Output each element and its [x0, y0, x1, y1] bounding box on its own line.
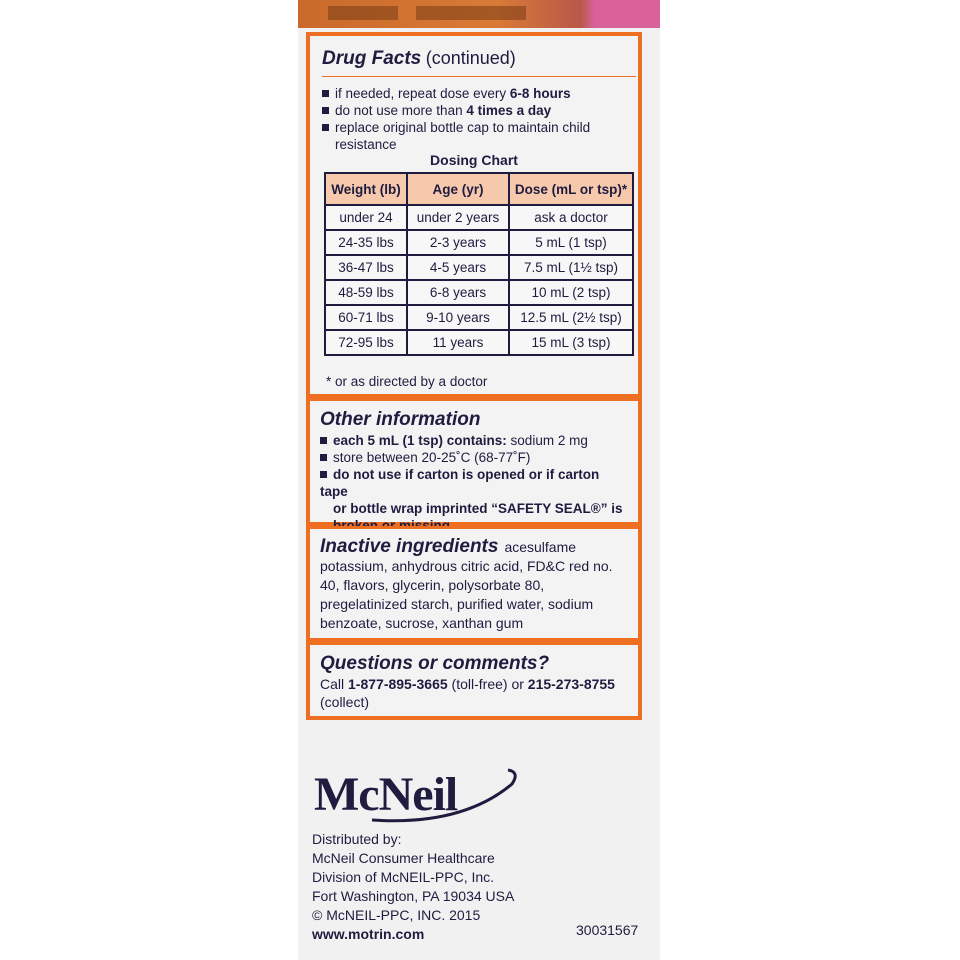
website-link[interactable]: www.motrin.com — [312, 926, 425, 942]
dist-line: McNeil Consumer Healthcare — [312, 850, 495, 866]
cell-dose: 5 mL (1 tsp) — [509, 230, 633, 255]
table-row — [325, 205, 633, 230]
cell-weight: 48-59 lbs — [325, 280, 407, 305]
cell-dose: ask a doctor — [509, 205, 633, 230]
dosing-chart-table — [324, 172, 634, 356]
phone-toll-free: 1-877-895-3665 — [348, 676, 448, 692]
bullet-storage: store between 20-25˚C (68-77˚F) — [320, 449, 630, 466]
table-row — [325, 255, 633, 280]
other-information-panel — [306, 398, 642, 526]
table-row — [325, 305, 633, 330]
bullet-max-times: do not use more than 4 times a day — [322, 102, 632, 119]
inactive-title: Inactive ingredients — [320, 536, 499, 557]
other-info-title: Other information — [320, 409, 481, 430]
questions-title: Questions or comments? — [320, 653, 550, 674]
cell-age: 9-10 years — [407, 305, 509, 330]
table-row — [325, 230, 633, 255]
cell-age: 6-8 years — [407, 280, 509, 305]
dosing-footnote: * or as directed by a doctor — [326, 374, 488, 389]
heading-rule — [322, 76, 636, 77]
strip-mark — [328, 6, 398, 20]
cell-dose: 12.5 mL (2½ tsp) — [509, 305, 633, 330]
col-header-age: Age (yr) — [407, 173, 509, 205]
cell-age: 4-5 years — [407, 255, 509, 280]
drug-facts-panel — [306, 32, 642, 398]
phone-collect: 215-273-8755 — [527, 676, 615, 692]
cell-dose: 15 mL (3 tsp) — [509, 330, 633, 355]
cell-weight: 72-95 lbs — [325, 330, 407, 355]
cell-dose: 10 mL (2 tsp) — [509, 280, 633, 305]
inactive-ingredients-panel — [306, 526, 642, 642]
drug-facts-title-suffix: (continued) — [425, 48, 516, 68]
bullet-repeat-dose: if needed, repeat dose every 6-8 hours — [322, 85, 632, 102]
bullet-square-icon — [322, 90, 329, 97]
bullet-bottle-cap: replace original bottle cap to maintain child resistance — [322, 119, 632, 153]
bullet-square-icon — [320, 437, 327, 444]
drug-facts-title: Drug Facts — [322, 48, 422, 69]
bullet-square-icon — [322, 124, 329, 131]
cell-age: 2-3 years — [407, 230, 509, 255]
cell-weight: 36-47 lbs — [325, 255, 407, 280]
questions-panel — [306, 642, 642, 720]
dist-line: Division of McNEIL-PPC, Inc. — [312, 869, 495, 885]
dist-line: Fort Washington, PA 19034 USA — [312, 888, 515, 904]
col-header-dose: Dose (mL or tsp)* — [509, 173, 633, 205]
bullet-square-icon — [320, 471, 327, 478]
bullet-square-icon — [322, 107, 329, 114]
cell-weight: 24-35 lbs — [325, 230, 407, 255]
bullet-square-icon — [320, 454, 327, 461]
dist-line: Distributed by: — [312, 831, 402, 847]
cell-weight: under 24 — [325, 205, 407, 230]
cell-weight: 60-71 lbs — [325, 305, 407, 330]
drug-facts-heading — [322, 48, 516, 70]
cell-age: 11 years — [407, 330, 509, 355]
questions-text: Call 1-877-895-3665 (toll-free) or 215-273-8755 (collect) — [320, 676, 615, 710]
inactive-text: Inactive ingredients acesulfame potassium, anhydrous citric acid, FD&C red no. 40, flavors, glycerin, polysorbate 80, pregelatinized starch, purified water, sodium benzoate, sucrose, xanthan gum — [320, 536, 613, 631]
strip-mark — [416, 6, 526, 20]
bullet-safety-seal: do not use if carton is opened or if carton tape or bottle wrap imprinted “SAFETY SEAL®” is — [320, 467, 623, 516]
distributor-info — [312, 830, 514, 944]
cell-dose: 7.5 mL (1½ tsp) — [509, 255, 633, 280]
dist-line: © McNEIL-PPC, INC. 2015 — [312, 907, 481, 923]
dosing-chart-title: Dosing Chart — [430, 152, 518, 168]
table-row — [325, 280, 633, 305]
bullet-sodium: each 5 mL (1 tsp) contains: sodium 2 mg — [320, 432, 630, 449]
col-header-weight: Weight (lb) — [325, 173, 407, 205]
top-color-strip — [298, 0, 660, 28]
logo-text: McNeil — [314, 768, 458, 821]
product-code: 30031567 — [576, 922, 639, 938]
cell-age: under 2 years — [407, 205, 509, 230]
table-row — [325, 330, 633, 355]
mcneil-logo — [312, 762, 522, 826]
